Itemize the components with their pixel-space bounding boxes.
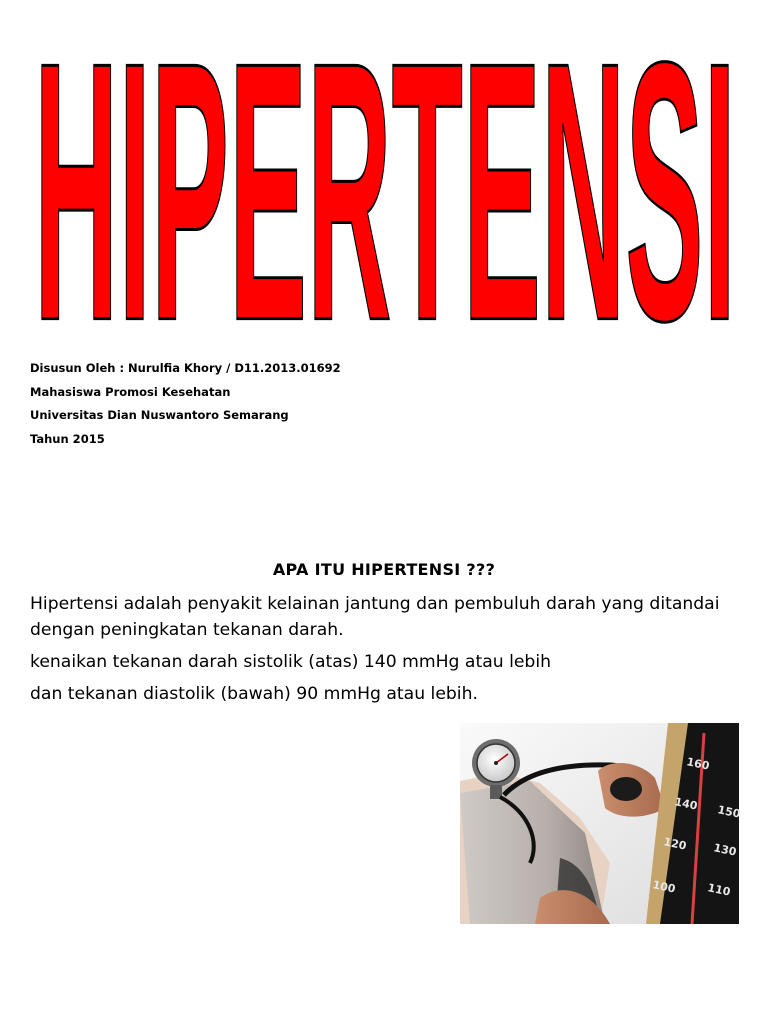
role-line: Mahasiswa Promosi Kesehatan — [30, 384, 231, 399]
scale-label: 130 — [712, 841, 738, 859]
systolic-paragraph: kenaikan tekanan darah sistolik (atas) 140 mmHg atau lebih — [30, 652, 552, 672]
author-info — [30, 357, 341, 451]
section-heading: APA ITU HIPERTENSI ??? — [272, 560, 496, 579]
scale-label: 110 — [706, 881, 732, 899]
diastolic-paragraph: dan tekanan diastolik (bawah) 90 mmHg atau lebih. — [30, 684, 478, 704]
definition-paragraph: Hipertensi adalah penyakit kelainan jantung dan pembuluh darah yang ditandai dengan peningkatan tekanan darah. — [30, 594, 720, 640]
section-body — [30, 591, 750, 707]
blood-pressure-monitor-photo — [460, 723, 742, 924]
scale-label: 150 — [716, 803, 742, 821]
year-line: Tahun 2015 — [30, 431, 105, 446]
author-line: Disusun Oleh : Nurulfia Khory / D11.2013.01692 — [30, 361, 341, 375]
scale-label: 160 — [685, 755, 711, 773]
page-title: HIPERTENSI — [34, 0, 736, 398]
university-line: Universitas Dian Nuswantoro Semarang — [30, 408, 289, 422]
scale-label: 100 — [651, 878, 677, 896]
blood-pressure-monitor-icon — [460, 723, 742, 924]
scale-label: 120 — [662, 835, 688, 853]
scale-label: 140 — [673, 795, 699, 813]
